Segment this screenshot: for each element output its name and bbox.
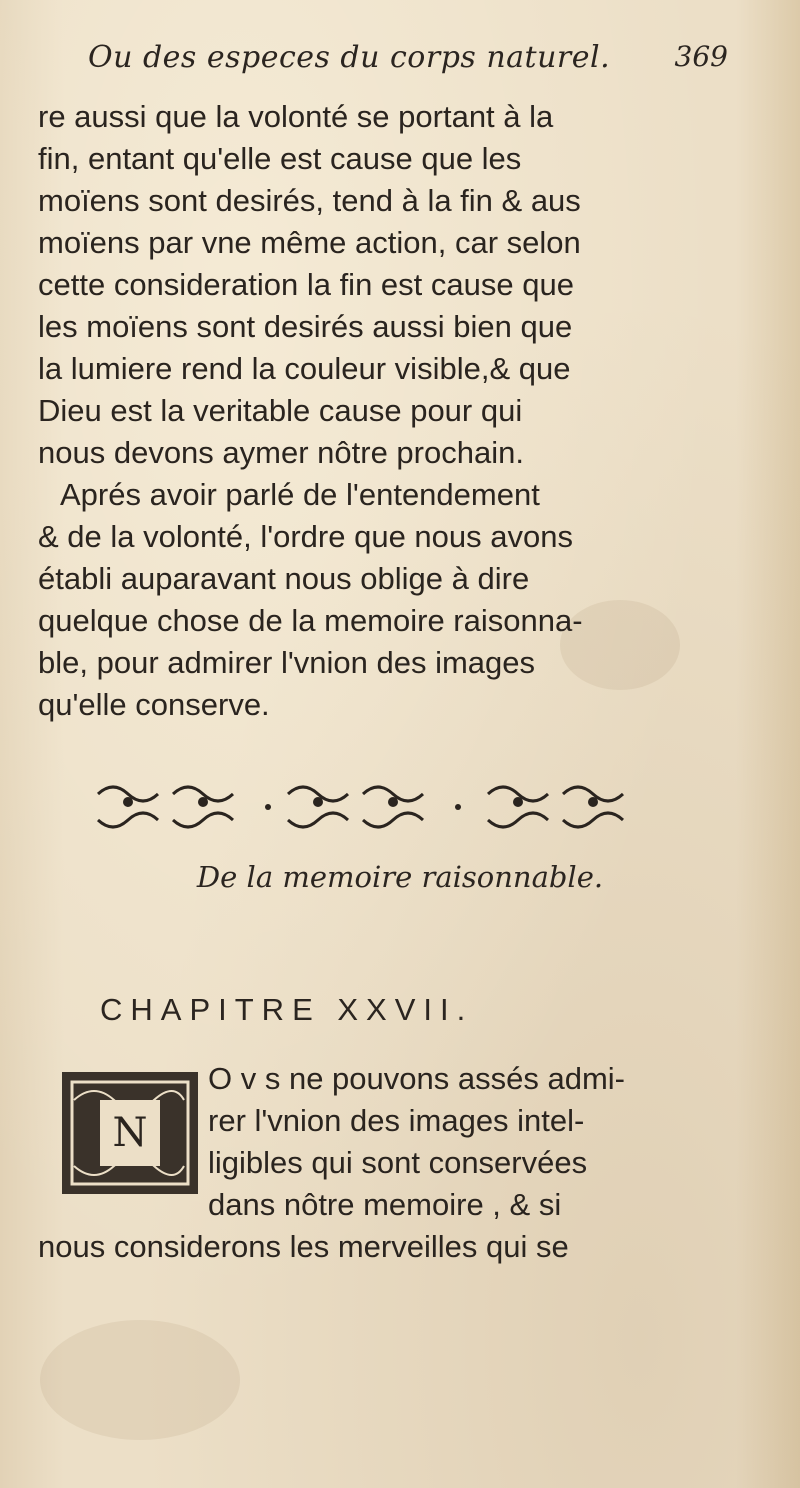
typographic-ornament — [88, 772, 708, 842]
text-line: les moïens sont desirés aussi bien que — [38, 309, 573, 344]
text-line: Dieu est la veritable cause pour qui — [38, 393, 523, 428]
text-line: moïens par vne même action, car selon — [38, 225, 581, 260]
running-head: Ou des especes du corps naturel. — [88, 40, 611, 75]
text-line: nous devons aymer nôtre prochain. — [38, 435, 524, 470]
text-line: re aussi que la volonté se portant à la — [38, 99, 554, 134]
text-line: la lumiere rend la couleur visible,& que — [38, 351, 571, 386]
text-line: cette consideration la fin est cause que — [38, 267, 574, 302]
text-line: dans nôtre memoire , & si — [208, 1187, 562, 1222]
text-line: rer l'vnion des images intel- — [208, 1103, 585, 1138]
text-line: qu'elle conserve. — [38, 687, 270, 722]
paper-stain — [40, 1320, 240, 1440]
text-line: & de la volonté, l'ordre que nous avons — [38, 519, 573, 554]
text-line: moïens sont desirés, tend à la fin & aus — [38, 183, 581, 218]
page-number: 369 — [674, 40, 728, 73]
text-line: quelque chose de la memoire raisonna- — [38, 603, 583, 638]
text-line: établi auparavant nous oblige à dire — [38, 561, 530, 596]
text-line: ble, pour admirer l'vnion des images — [38, 645, 535, 680]
paragraph — [38, 474, 738, 726]
text-line: O v s ne pouvons assés admi- — [208, 1061, 625, 1096]
initial-letter: N — [112, 1110, 148, 1156]
body-text — [38, 96, 738, 726]
page-header — [88, 40, 728, 90]
chapter-heading: CHAPITRE XXVII. — [100, 992, 474, 1027]
section-title: De la memoire raisonnable. — [196, 860, 604, 894]
paragraph — [38, 96, 738, 474]
text-line: nous considerons les merveilles qui se — [38, 1229, 569, 1264]
text-line: fin, entant qu'elle est cause que les — [38, 141, 522, 176]
chapter-text — [38, 1058, 738, 1268]
text-line: ligibles qui sont conservées — [208, 1145, 588, 1180]
text-line: Aprés avoir parlé de l'entendement — [60, 477, 540, 512]
